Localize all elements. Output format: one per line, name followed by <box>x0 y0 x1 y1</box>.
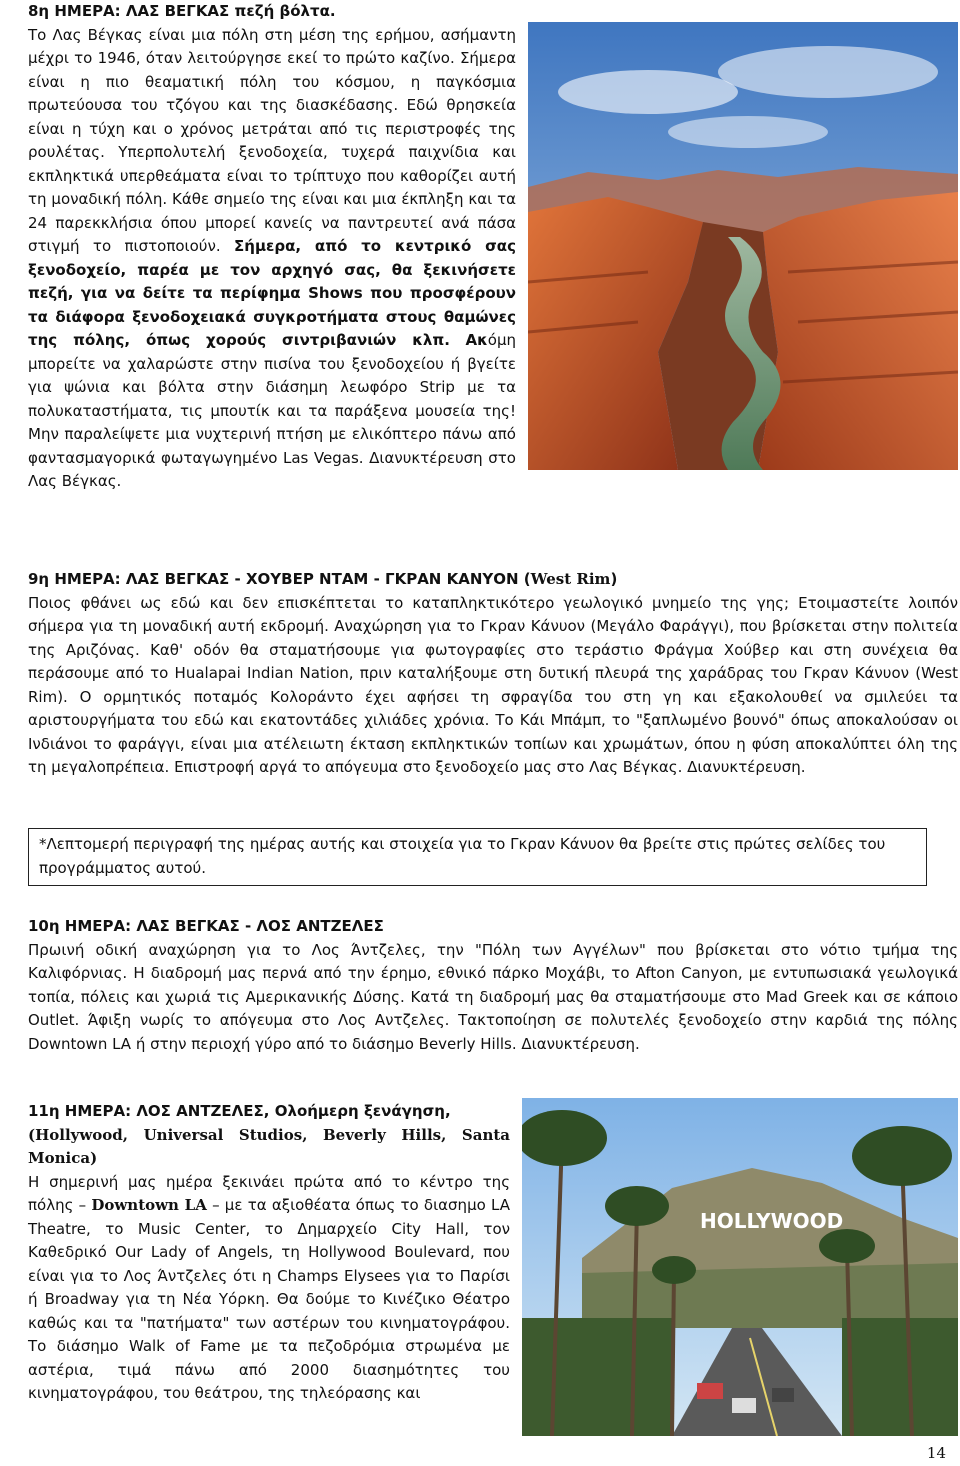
day8-body-bold: Σήμερα, από το κεντρικό σας ξενοδοχείο, παρέα με τον αρχηγό σας, θα ξεκινήσετε πεζή, για να δείτε τα περίφημα Shows που προσφέρουν τα διάφορα ξενοδοχειακά συγκροτήματα στους θαμώνες της πόλης, όπως χορούς σιντριβανιών κλπ. <box>28 237 516 349</box>
day9-title-serif: West Rim <box>530 570 611 588</box>
hollywood-sign-text: HOLLYWOOD <box>700 1209 844 1233</box>
day11-body-b: Downtown LA <box>91 1196 207 1214</box>
day9-title-text: 9η ΗΜΕΡΑ: ΛΑΣ ΒΕΓΚΑΣ - ΧΟΥΒΕΡ ΝΤΑΜ - ΓΚΡΑΝ ΚΑΝΥΟΝ ( <box>28 570 531 588</box>
day8-body-bold2: Ακ <box>465 331 488 349</box>
note-box <box>28 828 927 886</box>
day11-subtitle-text: (Hollywood, Universal Studios, Beverly Hills, Santa Monica) <box>28 1125 510 1167</box>
page-number: 14 <box>926 1444 946 1462</box>
day9-body: Ποιος φθάνει ως εδώ και δεν επισκέπτεται το καταπληκτικότερο γεωλογικό μνημείο της γης; Ετοιμαστείτε λοιπόν σήμερα για τη μοναδική αυτή εκδρομή. Αναχώρηση για το Γκραν Κάνυον (Μεγάλο Φαράγγι), που βρίσκεται στην πολιτεία της Αριζόνας. Καθ' οδόν θα σταματήσουμε για φωτογραφίες στο τεράστιο Φράγμα Χούβερ και στη συνέχεια θα περάσουμε από το Hualapai Indian Nation, πριν καταλήξουμε στη δυτική πλευρά της χαράδρας του Γκραν Κάνυον (West Rim). Ο ορμητικός ποταμός Κολοράντο έχει αφήσει τη σφραγίδα του στη γη και εξακολουθεί να σμιλεύει τα αριστουργήματα του εδώ και εκατοντάδες χιλιάδες χρόνια. Το Κάι Μπάμπ, το "ξαπλωμένο βουνό" όπως αποκαλούσαν οι Ινδιάνοι το φαράγγι, είναι μια ατέλειωτη έκταση εκπληκτικών τοπίων και χρωμάτων, όπου η φύση αποκαλύπτει όλη της τη μεγαλοπρέπεια. Επιστροφή αργά το απόγευμα στο ξενοδοχείο μας στο Λας Βέγκας. Διανυκτέρευση. <box>28 593 958 776</box>
day8-body-post: όμη μπορείτε να χαλαρώστε στην πισίνα του ξενοδοχείου ή βγείτε για ψώνια και βόλτα στην διάσημη λεωφόρο Strip με τα πολυκαταστήματα, τις μπουτίκ και τα παράξενα μουσεία της! Μην παραλείψετε μια νυχτερινή πτήση με ελικόπτερο πάνω από φαντασμαγορικά φωταγωγημένο Las Vegas. Διανυκτέρευση στο Λας Βέγκας. <box>28 331 516 490</box>
day11-body-a: Η σημερινή μας ημέρα ξεκινάει πρώτα από το κέντρο της πόλης – <box>28 1172 510 1214</box>
day8-section <box>28 0 958 494</box>
hollywood-image <box>522 1098 958 1436</box>
canyon-image <box>528 22 958 470</box>
day10-section <box>28 915 958 1056</box>
day9-title-end: ) <box>610 570 618 588</box>
note-text: *Λεπτομερή περιγραφή της ημέρας αυτής και στοιχεία για το Γκραν Κάνυον θα βρείτε στις πρώτες σελίδες του προγράμματος αυτού. <box>39 835 886 877</box>
day11-title: 11η ΗΜΕΡΑ: ΛΟΣ ΑΝΤΖΕΛΕΣ, Ολοήμερη ξενάγηση, <box>28 1102 451 1120</box>
day11-body-c: – με τα αξιοθέατα όπως το διασημο LA Theatre, το Music Center, το Δημαρχείο City Hall, τον Καθεδρικό Our Lady of Angels, τη Hollywood Boulevard, που είναι για το Λος Άντζελες ότι η Champs Elysees για το Παρίσι ή Broadway για τη Νέα Υόρκη. Θα δούμε το Κινέζικο Θέατρο καθώς και τα "πατήματα" των αστέρων του κινηματογράφου. Το διάσημο Walk of Fame με τα πεζοδρόμια στρωμένα με αστέρια, τιμά πάνω από 2000 διασημότητες του κινηματογράφου, του θεάτρου, της τηλεόρασης και <box>28 1196 510 1402</box>
day11-section <box>28 1100 958 1436</box>
day9-title <box>28 568 958 592</box>
day8-title: 8η ΗΜΕΡΑ: ΛΑΣ ΒΕΓΚΑΣ πεζή βόλτα. <box>28 2 336 20</box>
day9-section <box>28 568 958 780</box>
day10-body: Πρωινή οδική αναχώρηση για το Λος Άντζελες, την "Πόλη των Αγγέλων" που βρίσκεται στο νότιο τμήμα της Καλιφόρνιας. Η διαδρομή μας περνά από την έρημο, εθνικό πάρκο Μοχάβι, το Afton Canyon, με εντυπωσιακά γεωλογικά τοπία, πόλεις και χωριά τις Αμερικανικής Δύσης. Κατά τη διαδρομή μας θα σταματήσουμε στο Mad Greek και σε κάποιο Outlet. Άφιξη νωρίς το απόγευμα στο Λος Αντζελες. Τακτοποίηση σε πολυτελές ξενοδοχείο στην καρδιά της πόλης Downtown LA ή στην περιοχή γύρο από το διάσημο Beverly Hills. Διανυκτέρευση. <box>28 940 958 1053</box>
day8-body-text: Το Λας Βέγκας είναι μια πόλη στη μέση της ερήμου, ασήμαντη μέχρι το 1946, όταν λειτούργησε εκεί το πρώτο καζίνο. Σήμερα είναι η πιο θεαματική πόλη του κόσμου, η παγκόσμια πρωτεύουσα του τζόγου και της διασκέδασης. Εδώ θρησκεία είναι η τύχη και ο χρόνος μετράται από τις περιστροφές της ρουλέτας. Υπερπολυτελή ξενοδοχεία, τυχερά παιχνίδια και εκπληκτικά υπερθεάματα είναι το τρίπτυχο που καθορίζει αυτή τη μοναδική πόλη. Κάθε σημείο της είναι και μια έκπληξη και τα 24 παρεκκλήσια όπου μπορεί κανείς να παντρευτεί ανά πάσα στιγμή το πιστοποιούν. <box>28 25 516 255</box>
day10-title: 10η ΗΜΕΡΑ: ΛΑΣ ΒΕΓΚΑΣ - ΛΟΣ ΑΝΤΖΕΛΕΣ <box>28 917 384 935</box>
